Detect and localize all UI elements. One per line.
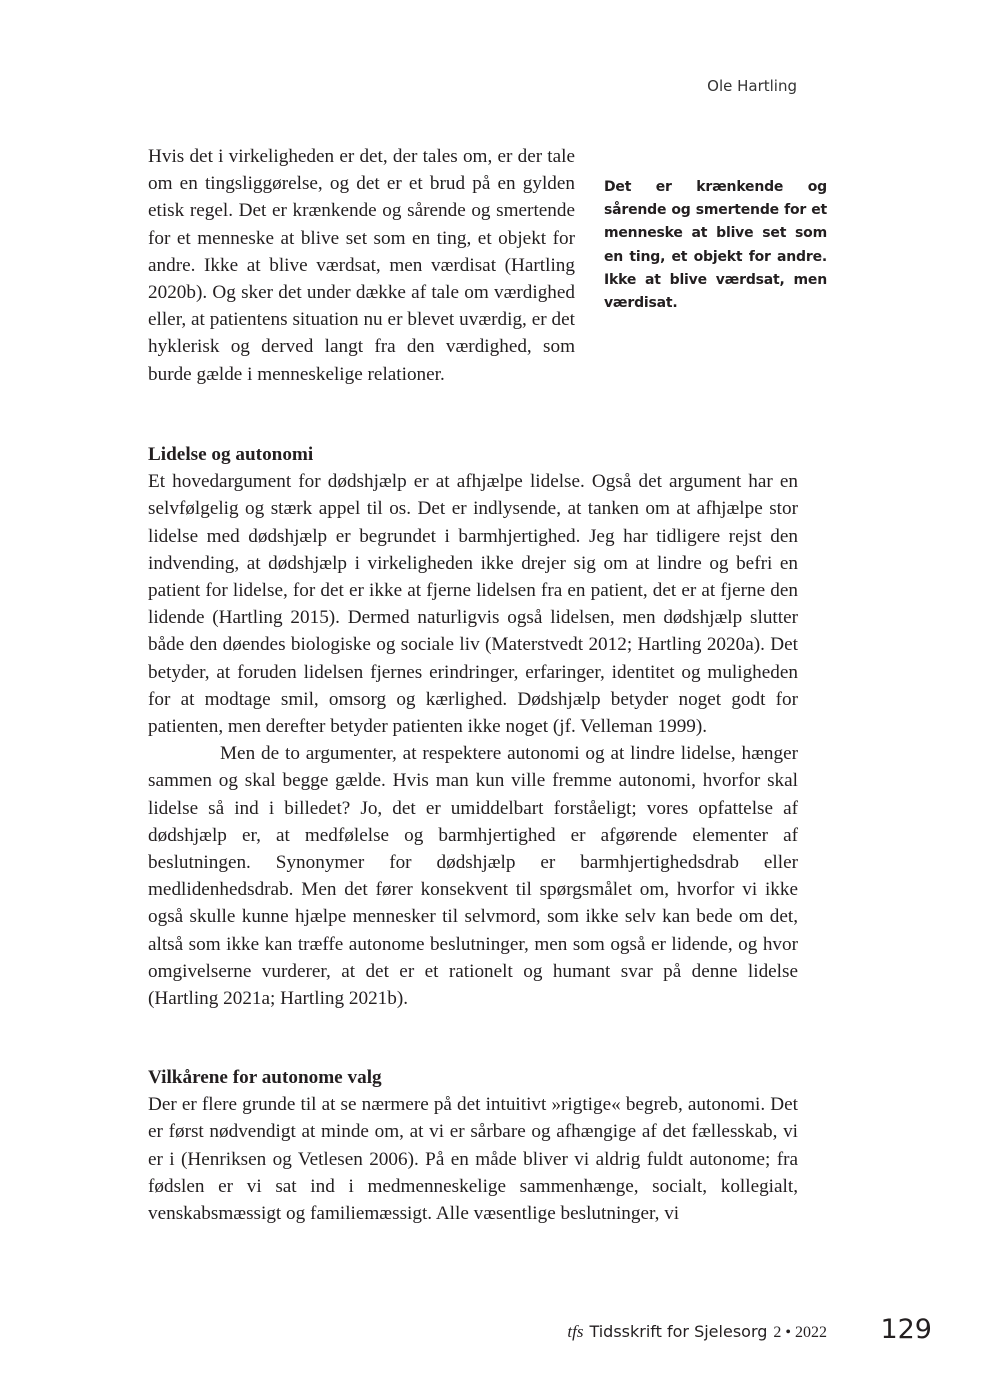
pull-quote: Det er krænkende og sårende og smertende for et menneske at blive set som en ting, et objekt for andre. Ikke at blive værdsat, men værdisat. xyxy=(604,179,827,312)
running-head-author: Ole Hartling xyxy=(707,77,797,95)
journal-title xyxy=(567,1322,827,1342)
journal-issue: 2 • 2022 xyxy=(773,1324,827,1341)
page-number: 129 xyxy=(880,1314,932,1345)
page-footer xyxy=(450,1314,932,1348)
body-paragraph: Et hovedargument for dødshjælp er at afhjælpe lidelse. Også det argument har en selvfølgelig og stærk appel til os. Det er indlysende, at tanken om at afhjælpe stor lidelse med dødshjælp er begrundet i barmhjertighed. Jeg har tidligere rejst den indvending, at dødshjælp i virkeligheden ikke drejer sig om at lindre og befri en patient for lidelse, for det er ikke at fjerne lidelsen fra en patient, det er at fjerne den lidende (Hartling 2015). Dermed naturligvis også lidelsen, men dødshjælp slutter både den døendes biologiske og sociale liv (Materstvedt 2012; Hartling 2020a). Det betyder, at foruden lidelsen fjernes erindringer, erfaringer, identitet og muligheden for at modtage smil, omsorg og kærlighed. Dødshjælp betyder noget godt for patienten, men derefter betyder patienten ikke noget (jf. Velleman 1999). xyxy=(148,471,798,738)
journal-abbreviation: tfs xyxy=(567,1322,584,1341)
section-vilkarene-for-autonome-valg xyxy=(148,1064,798,1227)
section-lidelse-og-autonomi xyxy=(148,441,798,1012)
body-paragraph: Der er flere grunde til at se nærmere på det intuitivt »rigtige« begreb, autonomi. Det er først nødvendigt at minde om, at vi er sårbare og afhængige af det fællesskab, vi er i (Henriksen og Vetlesen 2006). På en måde bliver vi aldrig fuldt autonome; fra fødslen er vi sat ind i medmenneskelige sammenhænge, socialt, kollegialt, venskabsmæssigt og familiemæssigt. Alle væsentlige beslutninger, vi xyxy=(148,1094,798,1225)
section-heading: Lidelse og autonomi xyxy=(148,444,314,465)
body-paragraph: Men de to argumenter, at respektere autonomi og at lindre lidelse, hænger sammen og skal begge gælde. Hvis man kun ville fremme autonomi, hvorfor skal lidelse så ind i billedet? Jo, det er umiddelbart forståeligt; vores opfattelse af dødshjælp er, at medfølelse og barmhjertighed er afgørende elementer af beslutningen. Synonymer for dødshjælp er barmhjertighedsdrab eller medlidenhedsdrab. Men det fører konsekvent til spørgsmålet om, hvorfor vi ikke også skulle kunne hjælpe mennesker til selvmord, som ikke selv kan bede om det, altså som ikke kan træffe autonome beslutninger, men som også er lidende, og hvor omgivelserne vurderer, at det er et rationelt og humant svar på denne lidelse (Hartling 2021a; Hartling 2021b). xyxy=(148,743,798,1010)
intro-column xyxy=(148,143,575,388)
journal-name: Tidsskrift for Sjelesorg xyxy=(589,1322,768,1341)
intro-paragraph: Hvis det i virkeligheden er det, der tales om, er der tale om en tingsliggørelse, og det er et brud på en gylden etisk regel. Det er krænkende og sårende og smertende for et menneske at blive set som en ting, et objekt for andre. Ikke at blive værdsat, men værdisat (Hartling 2020b). Og sker det under dække af tale om værdighed eller, at patientens situation nu er blevet uværdig, er det hyklerisk og derved langt fra den værdighed, som burde gælde i menneskelige relationer. xyxy=(148,146,575,385)
section-heading: Vilkårene for autonome valg xyxy=(148,1067,382,1088)
